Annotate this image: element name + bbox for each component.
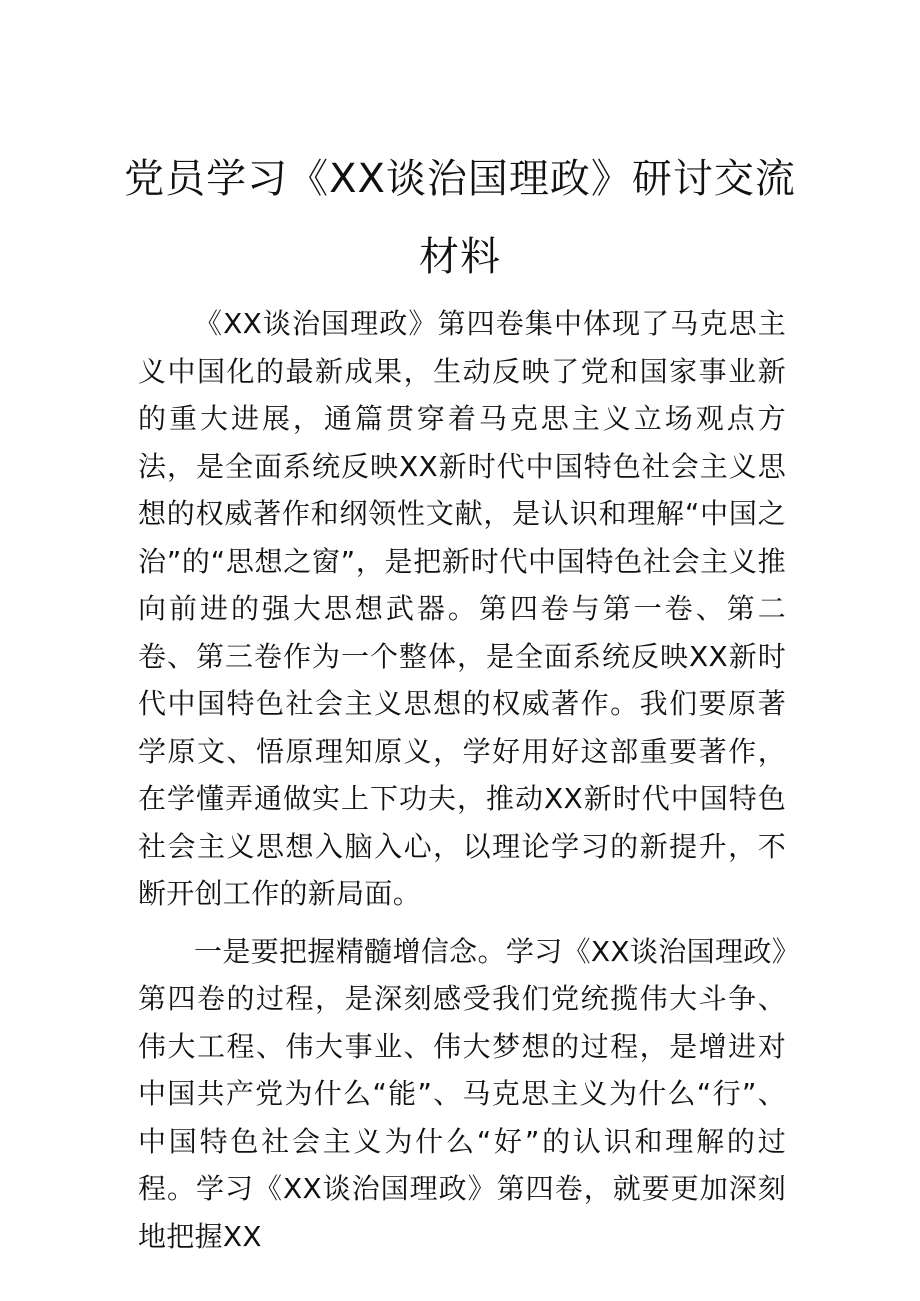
document-body: [138, 300, 786, 1260]
paragraph-point-one: 一是要把握精髓增信念。学习《XX谈治国理政》第四卷的过程，是深刻感受我们党统揽伟大斗争、伟大工程、伟大事业、伟大梦想的过程，是增进对中国共产党为什么“能”、马克思主义为什么“行”、中国特色社会主义为什么“好”的认识和理解的过程。学习《XX谈治国理政》第四卷，就要更加深刻地把握XX: [138, 934, 786, 1253]
paragraph-intro: 《XX谈治国理政》第四卷集中体现了马克思主义中国化的最新成果，生动反映了党和国家事业新的重大进展，通篇贯穿着马克思主义立场观点方法，是全面系统反映XX新时代中国特色社会主义思想的权威著作和纲领性文献，是认识和理解“中国之治”的“思想之窗”，是把新时代中国特色社会主义推向前进的强大思想武器。第四卷与第一卷、第二卷、第三卷作为一个整体，是全面系统反映XX新时代中国特色社会主义思想的权威著作。我们要原著学原文、悟原理知原义，学好用好这部重要著作，在学懂弄通做实上下功夫，推动XX新时代中国特色社会主义思想入脑入心，以理论学习的新提升，不断开创工作的新局面。: [138, 307, 786, 910]
document-title: 党员学习《XX谈治国理政》研讨交流材料: [124, 156, 796, 280]
